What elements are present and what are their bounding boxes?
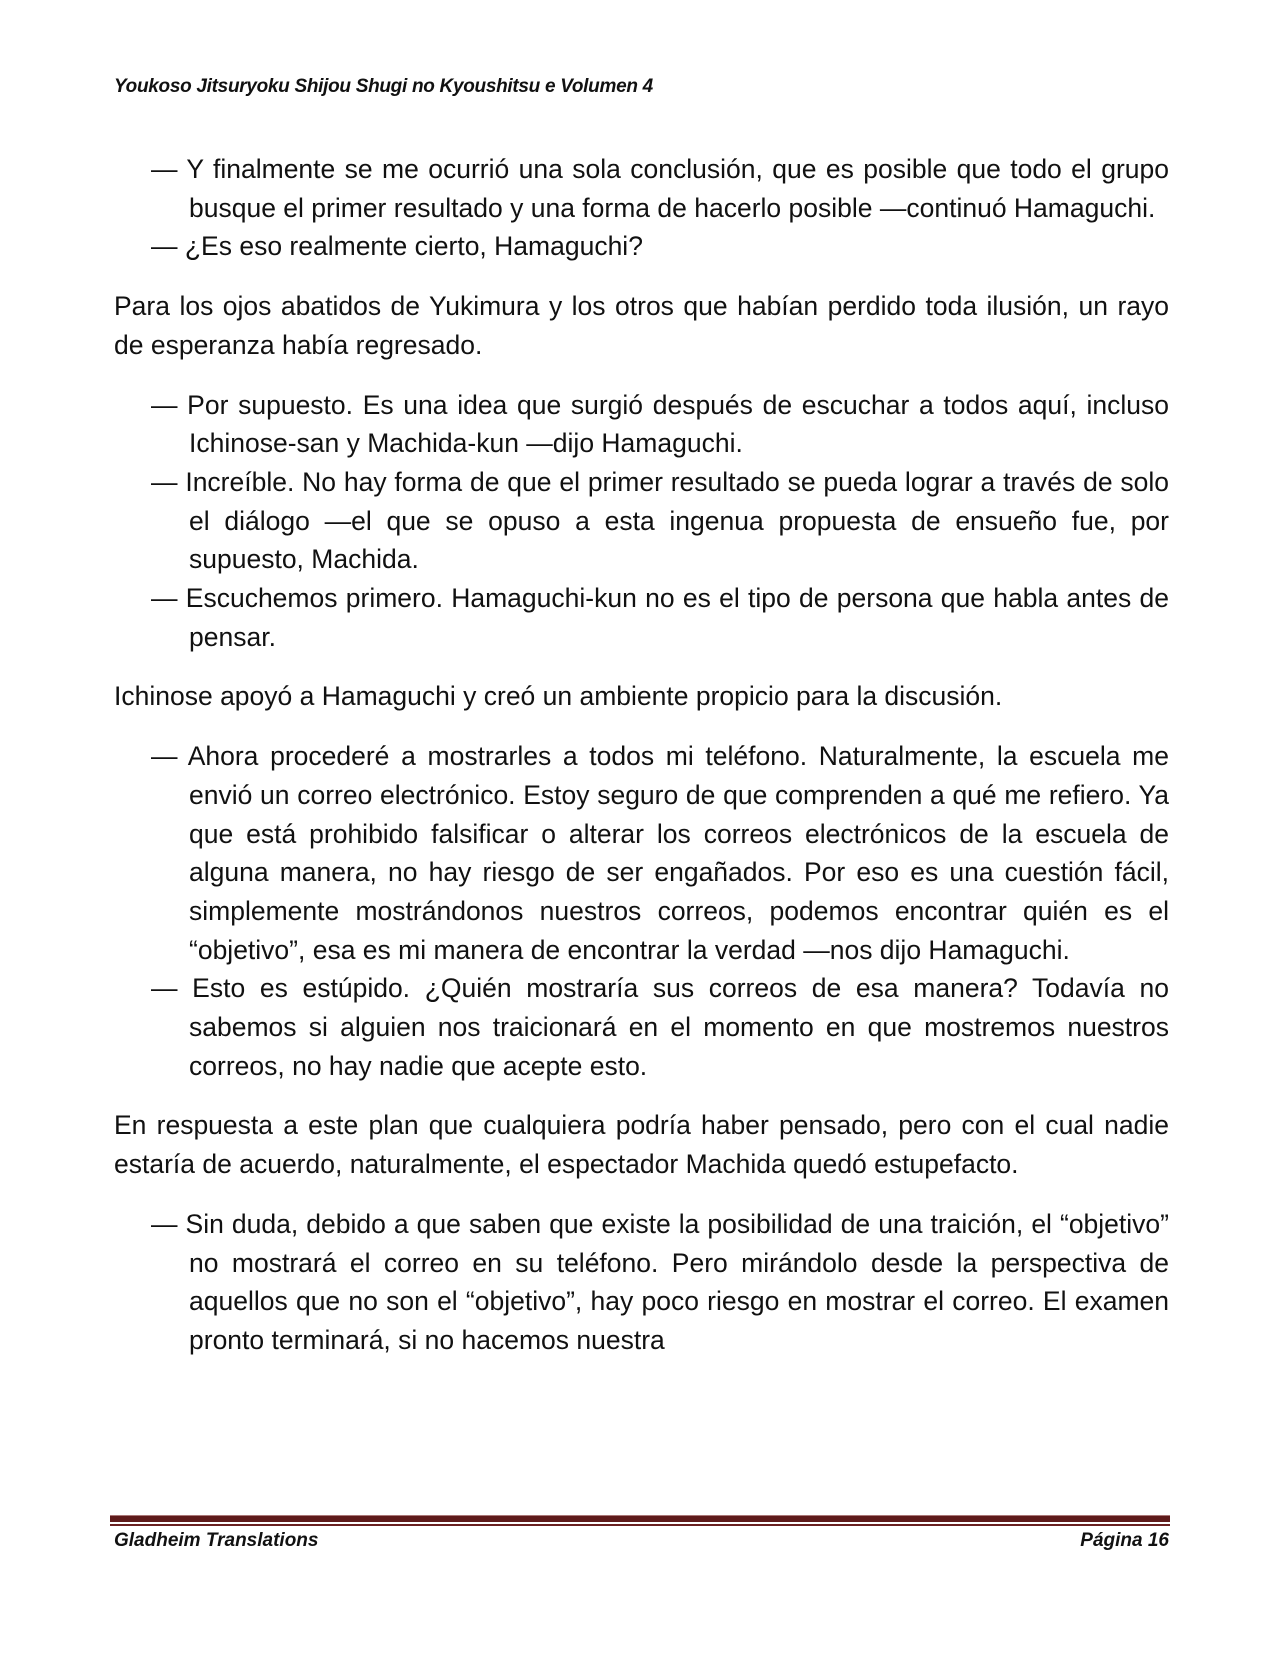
narrative-paragraph: En respuesta a este plan que cualquiera podría haber pensado, pero con el cual nadie estaría de acuerdo, naturalmente, el espectador Machida quedó estupefacto. [114,1110,1169,1180]
dialogue-line: — Y finalmente se me ocurrió una sola conclusión, que es posible que todo el grupo busque el primer resultado y una forma de hacerlo posible —continuó Hamaguchi. [151,154,1169,223]
footer-rule [110,1515,1170,1526]
running-header: Youkoso Jitsuryoku Shijou Shugi no Kyoushitsu e Volumen 4 [114,76,653,97]
dialogue-line: — Esto es estúpido. ¿Quién mostraría sus correos de esa manera? Todavía no sabemos si alguien nos traicionará en el momento en que mostremos nuestros correos, no hay nadie que acepte esto. [151,973,1169,1081]
dialogue-group [114,737,1169,1085]
dialogue-line: — Increíble. No hay forma de que el primer resultado se pueda lograr a través de solo el diálogo —el que se opuso a esta ingenua propuesta de ensueño fue, por supuesto, Machida. [151,466,1169,575]
dialogue-line: — Ahora procederé a mostrarles a todos mi teléfono. Naturalmente, la escuela me envió un correo electrónico. Estoy seguro de que comprenden a qué me refiero. Ya que está prohibido falsificar o alterar los correos electrónicos de la escuela de alguna manera, no hay riesgo de ser engañados. Por eso es una cuestión fácil, simplemente mostrándonos nuestros correos, podemos encontrar quién es el “objetivo”, esa es mi manera de encontrar la verdad —nos dijo Hamaguchi. [151,741,1169,965]
dialogue-line: — ¿Es eso realmente cierto, Hamaguchi? [151,231,643,262]
dialogue-group [114,386,1169,657]
running-footer [114,1530,1169,1552]
dialogue-line: — Por supuesto. Es una idea que surgió después de escuchar a todos aquí, incluso Ichinose-san y Machida-kun —dijo Hamaguchi. [151,389,1169,459]
dialogue-group [114,150,1169,266]
narrative-paragraph: Ichinose apoyó a Hamaguchi y creó un ambiente propicio para la discusión. [114,681,1003,712]
page-number: Página 16 [1080,1530,1169,1551]
narrative-paragraph: Para los ojos abatidos de Yukimura y los otros que habían perdido toda ilusión, un rayo de esperanza había regresado. [114,291,1169,360]
dialogue-group [114,1205,1169,1360]
footer-translator: Gladheim Translations [114,1530,319,1551]
dialogue-line: — Escuchemos primero. Hamaguchi-kun no es el tipo de persona que habla antes de pensar. [151,583,1169,652]
dialogue-line: — Sin duda, debido a que saben que existe la posibilidad de una traición, el “objetivo” no mostrará el correo en su teléfono. Pero mirándolo desde la perspectiva de aquellos que no son el “objetivo”, hay poco riesgo en mostrar el correo. El examen pronto terminará, si no hacemos nuestra [151,1208,1169,1355]
page-body [114,150,1169,1381]
